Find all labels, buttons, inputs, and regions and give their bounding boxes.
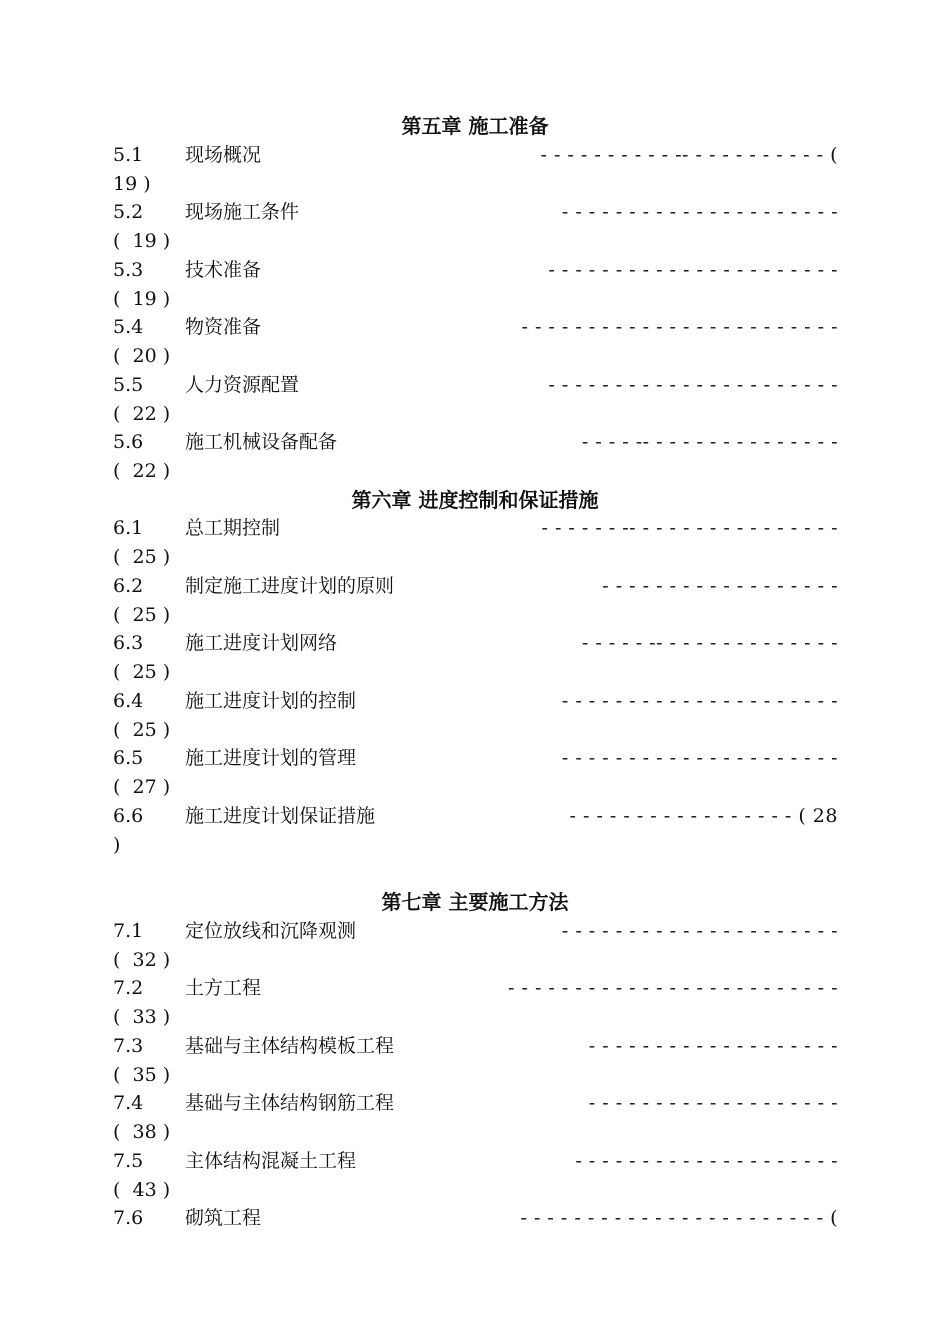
- leader-dots: - - - - - - - - - - - - - - - - - - - - - - - -: [521, 316, 838, 338]
- entry-number: 7.2: [113, 977, 144, 999]
- toc-entry: [113, 256, 838, 314]
- entry-number: 5.4: [113, 316, 144, 338]
- entry-page: ( 22 ): [113, 403, 171, 425]
- entry-number: 6.4: [113, 690, 144, 712]
- entry-page: ( 33 ): [113, 1006, 171, 1028]
- leader-dots: - - - - - - - - - - - - - - - - - - - - -: [561, 920, 838, 942]
- toc-entry: [113, 514, 838, 572]
- leader-dots: - - - - - - - - - - - - - - - - - - - - - -: [548, 374, 838, 396]
- entry-number: 5.1: [113, 144, 144, 166]
- toc-entry: [113, 1089, 838, 1147]
- entry-page: ( 38 ): [113, 1121, 171, 1143]
- entry-page: ( 25 ): [113, 661, 171, 683]
- entry-number: 5.2: [113, 201, 144, 223]
- entry-page: ( 20 ): [113, 345, 171, 367]
- entry-title: 施工进度计划网络: [185, 632, 338, 654]
- toc-entry: [113, 572, 838, 630]
- entry-page: ( 19 ): [113, 230, 171, 252]
- entry-number: 6.1: [113, 517, 144, 539]
- entry-page: 19 ): [113, 173, 151, 195]
- toc-entry: [113, 687, 838, 745]
- entry-title: 现场概况: [185, 144, 262, 166]
- toc-entry: [113, 198, 838, 256]
- entry-title: 定位放线和沉降观测: [185, 920, 357, 942]
- entry-number: 5.6: [113, 431, 144, 453]
- entry-title: 物资准备: [185, 316, 262, 338]
- entry-page: ( 25 ): [113, 546, 171, 568]
- entry-page: ( 25 ): [113, 719, 171, 741]
- leader-dots: - - - - - - - - - - - - - - - - - - - - -: [561, 747, 838, 769]
- entry-title: 砌筑工程: [185, 1207, 262, 1229]
- entry-number: 7.3: [113, 1035, 144, 1057]
- entry-number: 7.4: [113, 1092, 144, 1114]
- entry-number: 6.6: [113, 805, 144, 827]
- entry-title: 施工进度计划保证措施: [185, 805, 376, 827]
- leader-dots: - - - - - - - - - - - - - - - - - - -: [588, 1035, 838, 1057]
- entry-page: ( 19 ): [113, 288, 171, 310]
- entry-page: ): [113, 834, 121, 856]
- entry-title: 主体结构混凝土工程: [185, 1150, 357, 1172]
- toc-entry: [113, 313, 838, 371]
- leader-dots: - - - - - - - - - - - - - - - - - - -: [588, 1092, 838, 1114]
- chapter-heading: 第五章 施工准备: [401, 114, 549, 138]
- leader-dots: - - - - - - - - - - - - - - - - - - - -: [575, 1150, 838, 1172]
- chapter-heading: 第七章 主要施工方法: [381, 890, 569, 914]
- toc-entry: [113, 629, 838, 687]
- toc-entry: [113, 917, 838, 975]
- leader-dots: - - - - - - - - - - - - - - - - - - - - - - - - -: [508, 977, 838, 999]
- entry-title: 基础与主体结构模板工程: [185, 1035, 395, 1057]
- leader-dots: - - - - - - - - - - - - - - - - - -: [602, 575, 838, 597]
- toc-entry: [113, 744, 838, 802]
- toc-entry: [113, 802, 838, 860]
- entry-title: 现场施工条件: [185, 201, 300, 223]
- entry-title: 土方工程: [185, 977, 262, 999]
- entry-number: 6.2: [113, 575, 144, 597]
- leader-dots: - - - - - - - - - - - - - - - - - ( 28: [569, 805, 838, 827]
- entry-number: 5.3: [113, 259, 144, 281]
- chapter-heading: 第六章 进度控制和保证措施: [351, 488, 599, 512]
- leader-dots: - - - - - - - - - - - - - - - - - - - - -: [561, 690, 838, 712]
- toc-entry: [113, 428, 838, 486]
- leader-dots: - - - - - -- - - - - - - - - - - - - -: [581, 632, 838, 654]
- entry-number: 5.5: [113, 374, 144, 396]
- toc-entry: [113, 371, 838, 429]
- toc-entry: [113, 974, 838, 1032]
- entry-page: ( 43 ): [113, 1179, 171, 1201]
- leader-dots: - - - - - - - - - - - - - - - - - - - - - - - (: [520, 1207, 838, 1229]
- entry-number: 7.5: [113, 1150, 144, 1172]
- toc-entry: [113, 141, 838, 199]
- entry-page: ( 22 ): [113, 460, 171, 482]
- toc-entry: [113, 1204, 838, 1262]
- leader-dots: - - - - - - -- - - - - - - - - - - - - - - -: [541, 517, 838, 539]
- entry-page: ( 35 ): [113, 1064, 171, 1086]
- entry-number: 6.5: [113, 747, 144, 769]
- entry-number: 6.3: [113, 632, 144, 654]
- toc-entry: [113, 1032, 838, 1090]
- leader-dots: - - - - - - - - - - - - - - - - - - - - -: [561, 201, 838, 223]
- leader-dots: - - - - - - - - - - -- - - - - - - - - - - (: [540, 144, 838, 166]
- entry-number: 7.6: [113, 1207, 144, 1229]
- entry-page: ( 27 ): [113, 776, 171, 798]
- leader-dots: - - - - -- - - - - - - - - - - - - - -: [581, 431, 838, 453]
- entry-title: 施工进度计划的控制: [185, 690, 357, 712]
- entry-title: 施工进度计划的管理: [185, 747, 357, 769]
- leader-dots: - - - - - - - - - - - - - - - - - - - - - -: [548, 259, 838, 281]
- entry-title: 制定施工进度计划的原则: [185, 575, 395, 597]
- entry-number: 7.1: [113, 920, 144, 942]
- entry-title: 人力资源配置: [185, 374, 300, 396]
- entry-page: ( 25 ): [113, 604, 171, 626]
- entry-page: ( 32 ): [113, 949, 171, 971]
- entry-title: 技术准备: [185, 259, 262, 281]
- entry-title: 基础与主体结构钢筋工程: [185, 1092, 395, 1114]
- entry-title: 施工机械设备配备: [185, 431, 338, 453]
- entry-title: 总工期控制: [185, 517, 281, 539]
- toc-entry: [113, 1147, 838, 1205]
